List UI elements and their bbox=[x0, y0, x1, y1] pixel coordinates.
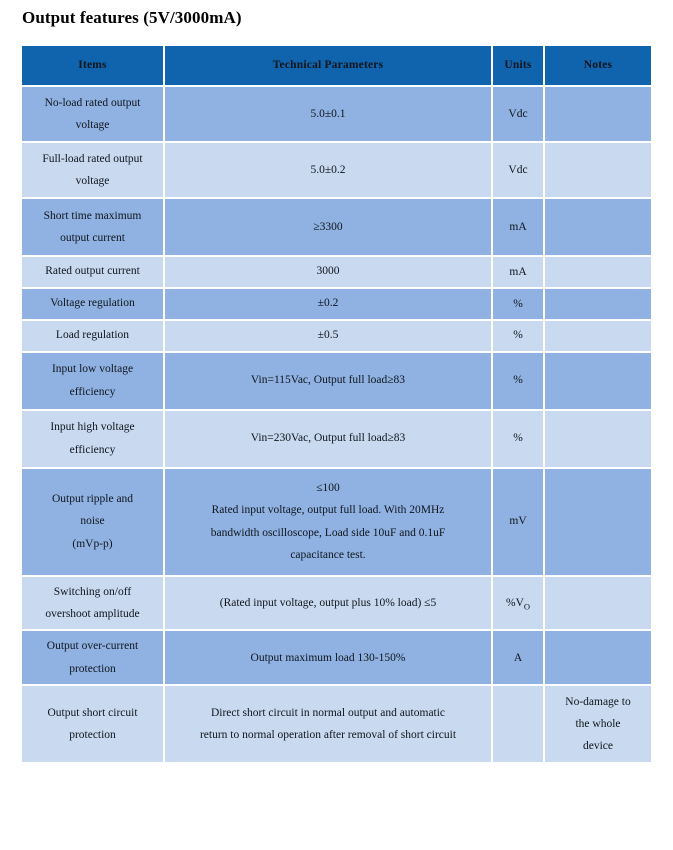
page-title: Output features (5V/3000mA) bbox=[22, 8, 242, 27]
cell-items bbox=[22, 289, 165, 321]
cell-text-line: Direct short circuit in normal output and automatic bbox=[210, 706, 446, 719]
cell-text-line: return to normal operation after removal of short circuit bbox=[199, 729, 457, 742]
cell-notes bbox=[545, 199, 651, 257]
units-subscript: O bbox=[523, 601, 531, 612]
cell-text-line: ±0.2 bbox=[317, 296, 339, 309]
cell-text-line: 5.0±0.1 bbox=[310, 107, 346, 120]
cell-notes bbox=[545, 577, 651, 632]
cell-text-line: protection bbox=[69, 662, 116, 675]
cell-units: mV bbox=[493, 469, 545, 577]
cell-text-line: ±0.5 bbox=[317, 328, 339, 341]
table-row bbox=[22, 199, 651, 257]
cell-text-line: Output over-current bbox=[46, 640, 139, 653]
cell-text-line: Output ripple and bbox=[51, 492, 134, 505]
cell-parameters bbox=[165, 577, 493, 632]
cell-units: A bbox=[493, 631, 545, 686]
cell-text-line: Short time maximum bbox=[43, 209, 142, 222]
cell-text-line: efficiency bbox=[69, 443, 116, 456]
cell-items bbox=[22, 199, 165, 257]
cell-text-line: Vin=115Vac, Output full load≥83 bbox=[250, 374, 406, 387]
cell-items bbox=[22, 257, 165, 289]
cell-text-line: (mVp-p) bbox=[72, 537, 113, 550]
cell-notes bbox=[545, 631, 651, 686]
column-header-technical-parameters: Technical Parameters bbox=[165, 46, 493, 87]
table-row bbox=[22, 353, 651, 411]
table-row bbox=[22, 631, 651, 686]
column-header-units: Units bbox=[493, 46, 545, 87]
cell-text-line: output current bbox=[60, 232, 125, 244]
table-body bbox=[22, 87, 651, 762]
cell-parameters bbox=[165, 353, 493, 411]
units-base: %V bbox=[505, 596, 524, 609]
table-row bbox=[22, 469, 651, 577]
column-header-items: Items bbox=[22, 46, 165, 87]
cell-text-line: voltage bbox=[75, 119, 110, 131]
cell-parameters bbox=[165, 257, 493, 289]
cell-text-line: Vin=230Vac, Output full load≥83 bbox=[250, 432, 406, 445]
cell-units: Vdc bbox=[493, 143, 545, 199]
cell-units: Vdc bbox=[493, 87, 545, 143]
cell-notes bbox=[545, 257, 651, 289]
cell-text-line: No-damage to bbox=[565, 695, 631, 708]
cell-text-line: capacitance test. bbox=[290, 548, 366, 561]
cell-text-line: bandwidth oscilloscope, Load side 10uF and 0.1uF bbox=[210, 526, 446, 539]
cell-text-line: device bbox=[582, 740, 613, 753]
cell-notes bbox=[545, 87, 651, 143]
cell-notes bbox=[545, 686, 651, 762]
table-row bbox=[22, 686, 651, 762]
cell-text-line: ≥3300 bbox=[313, 220, 343, 233]
cell-items bbox=[22, 353, 165, 411]
table-row bbox=[22, 87, 651, 143]
cell-units bbox=[493, 686, 545, 762]
cell-items bbox=[22, 577, 165, 632]
cell-units bbox=[493, 577, 545, 632]
cell-items bbox=[22, 686, 165, 762]
cell-text-line: noise bbox=[80, 515, 105, 528]
cell-notes bbox=[545, 411, 651, 469]
cell-items bbox=[22, 631, 165, 686]
cell-text-line: Input low voltage bbox=[51, 363, 134, 376]
cell-text-line: efficiency bbox=[69, 385, 116, 398]
cell-parameters bbox=[165, 631, 493, 686]
cell-items bbox=[22, 143, 165, 199]
table-row bbox=[22, 321, 651, 353]
output-features-table bbox=[22, 46, 651, 762]
cell-parameters bbox=[165, 411, 493, 469]
cell-text-line: Load regulation bbox=[55, 328, 130, 341]
cell-parameters bbox=[165, 87, 493, 143]
cell-text-line: No-load rated output bbox=[44, 96, 141, 109]
cell-parameters bbox=[165, 469, 493, 577]
cell-text-line: voltage bbox=[75, 175, 110, 187]
cell-text-line: Voltage regulation bbox=[50, 296, 135, 309]
cell-text-line: Input high voltage bbox=[50, 421, 135, 434]
cell-units: % bbox=[493, 353, 545, 411]
table-header-row bbox=[22, 46, 651, 87]
cell-parameters bbox=[165, 143, 493, 199]
cell-notes bbox=[545, 469, 651, 577]
cell-parameters bbox=[165, 686, 493, 762]
cell-notes bbox=[545, 321, 651, 353]
column-header-notes: Notes bbox=[545, 46, 651, 87]
table-header bbox=[22, 46, 651, 87]
cell-items bbox=[22, 469, 165, 577]
cell-units: mA bbox=[493, 257, 545, 289]
cell-items bbox=[22, 411, 165, 469]
cell-notes bbox=[545, 289, 651, 321]
cell-text-line: the whole bbox=[575, 718, 621, 730]
cell-units: % bbox=[493, 321, 545, 353]
cell-units: % bbox=[493, 411, 545, 469]
cell-text-line: Full-load rated output bbox=[42, 152, 143, 165]
cell-parameters bbox=[165, 199, 493, 257]
cell-text-line: Output short circuit bbox=[47, 706, 138, 719]
cell-units: mA bbox=[493, 199, 545, 257]
table-row bbox=[22, 411, 651, 469]
table-row bbox=[22, 289, 651, 321]
cell-text-line: 3000 bbox=[316, 265, 340, 277]
cell-text-line: Output maximum load 130-150% bbox=[250, 651, 406, 664]
cell-parameters bbox=[165, 289, 493, 321]
cell-notes bbox=[545, 143, 651, 199]
cell-units: % bbox=[493, 289, 545, 321]
cell-items bbox=[22, 321, 165, 353]
table-row bbox=[22, 577, 651, 632]
table-row bbox=[22, 257, 651, 289]
cell-text-line: Switching on/off bbox=[53, 585, 132, 598]
cell-text-line: (Rated input voltage, output plus 10% load) ≤5 bbox=[219, 596, 437, 609]
cell-text-line: 5.0±0.2 bbox=[310, 163, 346, 176]
table-row bbox=[22, 143, 651, 199]
cell-notes bbox=[545, 353, 651, 411]
cell-text-line: ≤100 bbox=[316, 481, 340, 494]
cell-text-line: Rated output current bbox=[45, 265, 140, 277]
cell-text-line: protection bbox=[69, 729, 116, 742]
cell-parameters bbox=[165, 321, 493, 353]
cell-items bbox=[22, 87, 165, 143]
cell-text-line: overshoot amplitude bbox=[45, 607, 140, 620]
cell-text-line: Rated input voltage, output full load. With 20MHz bbox=[211, 504, 445, 517]
